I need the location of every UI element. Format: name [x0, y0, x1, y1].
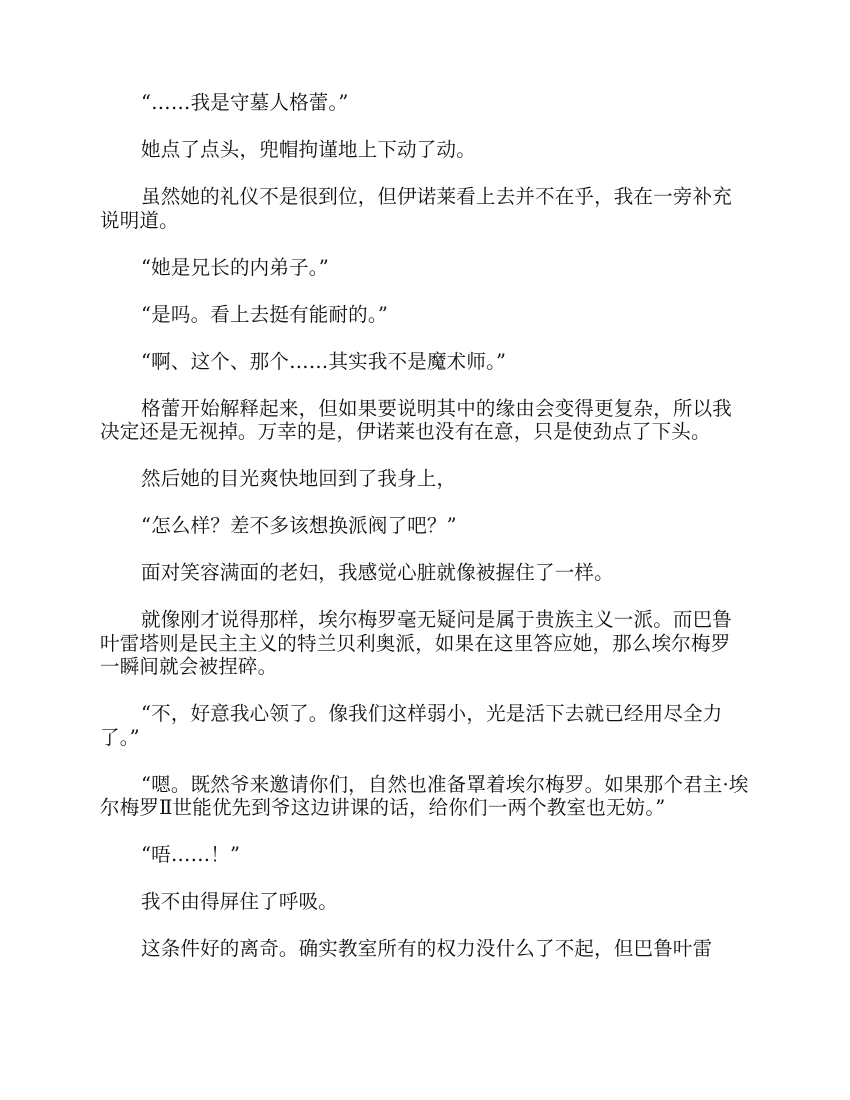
- paragraph: 我不由得屏住了呼吸。: [141, 890, 339, 913]
- paragraph: “嗯。既然爷来邀请你们，自然也准备罩着埃尔梅罗。如果那个君主·埃尔梅罗Ⅱ世能优先到爷这边讲课的话，给你们一两个教室也无妨。”: [100, 772, 749, 819]
- paragraph: 这条件好的离奇。确实教室所有的权力没什么了不起，但巴鲁叶雷: [141, 937, 713, 960]
- paragraph: “怎么样？差不多该想换派阀了吧？”: [141, 514, 457, 537]
- paragraph: “不，好意我心领了。像我们这样弱小，光是活下去就已经用尽全力了。”: [100, 702, 723, 749]
- paragraph: 虽然她的礼仪不是很到位，但伊诺莱看上去并不在乎，我在一旁补充说明道。: [100, 185, 733, 232]
- paragraph: “她是兄长的内弟子。”: [141, 255, 329, 279]
- paragraph: 她点了点头，兜帽拘谨地上下动了动。: [141, 138, 476, 161]
- paragraph: “是吗。看上去挺有能耐的。”: [141, 302, 388, 326]
- body-text: [100, 91, 750, 984]
- paragraph: “啊、这个、那个……其实我不是魔术师。”: [141, 349, 507, 373]
- paragraph: 就像刚才说得那样，埃尔梅罗毫无疑问是属于贵族主义一派。而巴鲁叶雷塔则是民主主义的特兰贝利奥派，如果在这里答应她，那么埃尔梅罗一瞬间就会被捏碎。: [100, 608, 733, 678]
- paragraph: “……我是守墓人格蕾。”: [141, 91, 349, 114]
- paragraph: “唔……！”: [141, 843, 241, 866]
- paragraph: 格蕾开始解释起来，但如果要说明其中的缘由会变得更复杂，所以我决定还是无视掉。万幸的是，伊诺莱也没有在意，只是使劲点了下头。: [100, 396, 733, 443]
- paragraph: 然后她的目光爽快地回到了我身上，: [141, 467, 457, 490]
- paragraph: 面对笑容满面的老妇，我感觉心脏就像被握住了一样。: [141, 561, 614, 584]
